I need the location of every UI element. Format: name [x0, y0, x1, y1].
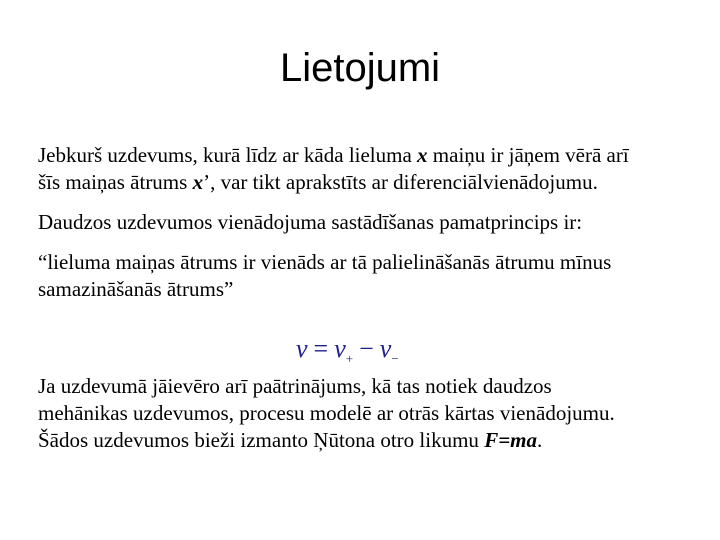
formula-term-plus: v [334, 334, 346, 363]
paragraph-text: šīs maiņas ātrums [38, 170, 193, 194]
variable-x: x [417, 143, 428, 167]
paragraph-text: Šādos uzdevumos bieži izmanto Ņūtona otro likumu [38, 428, 485, 452]
quote-line-1: “lieluma maiņas ātrums ir vienāds ar tā palielināšanās ātrumu mīnus [38, 250, 612, 274]
paragraph-text: Jebkurš uzdevums, kurā līdz ar kāda lieluma [38, 143, 418, 167]
paragraph-text: mehānikas uzdevumos, procesu modelē ar otrās kārtas vienādojumu. [38, 401, 615, 425]
slide-title: Lietojumi [279, 46, 441, 90]
quote-line-2: samazināšanās ātrums” [38, 277, 234, 301]
formula-sub-plus: + [345, 351, 354, 366]
paragraph-definition [38, 142, 718, 196]
formula-term-minus: v [379, 334, 392, 363]
slide-body [38, 142, 718, 303]
paragraph-text: maiņu ir jāņem vērā arī [427, 143, 629, 167]
paragraph-quote [38, 249, 718, 303]
formula-minus: − [359, 334, 374, 363]
paragraph-principle: Daudzos uzdevumos vienādojuma sastādīšanas pamatprincips ir: [38, 210, 583, 234]
newton-formula: F=ma [484, 428, 537, 452]
rate-formula [296, 332, 399, 368]
paragraph-text: ’, var tikt aprakstīts ar diferenciālvienādojumu. [203, 170, 598, 194]
formula-equals: = [313, 334, 329, 363]
paragraph-text: Ja uzdevumā jāievēro arī paātrinājums, kā tas notiek daudzos [38, 374, 552, 398]
formula-lhs: v [296, 334, 308, 363]
formula-sub-minus: − [391, 351, 399, 366]
variable-x-derivative: x [192, 170, 204, 194]
paragraph-text: . [537, 428, 543, 452]
paragraph-acceleration [38, 373, 718, 454]
